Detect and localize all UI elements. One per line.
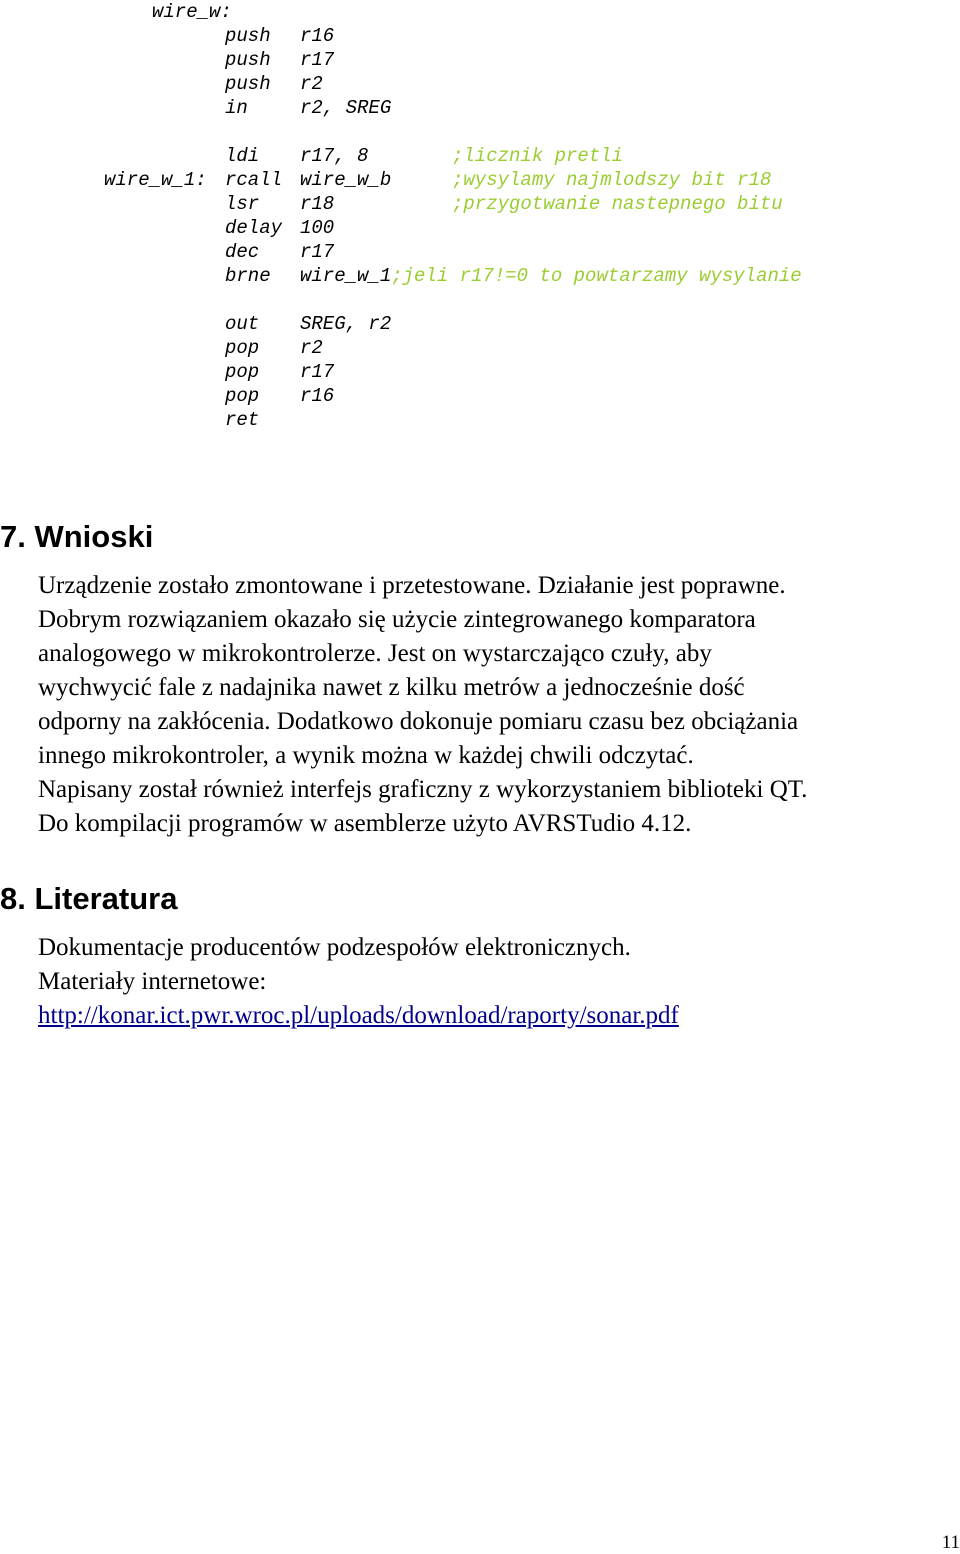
code-mnemonic: push	[225, 73, 271, 95]
code-operand: r2, SREG	[300, 97, 392, 119]
code-operand: wire_w_b	[300, 169, 392, 191]
code-operand-with-comment	[300, 264, 802, 288]
page-number: 11	[941, 1532, 960, 1553]
code-mnemonic: dec	[225, 241, 260, 263]
code-comment: ;jeli r17!=0 to powtarzamy wysylanie	[391, 265, 802, 287]
code-label-wire-w-1: wire_w_1:	[104, 169, 207, 191]
code-mnemonic: ret	[225, 409, 260, 431]
section-title-conclusions: 7. Wnioski	[0, 519, 154, 554]
code-mnemonic: ldi	[225, 145, 260, 167]
code-mnemonic: in	[225, 97, 248, 119]
paragraph-line: innego mikrokontroler, a wynik można w każdej chwili odczytać.	[38, 742, 694, 769]
code-mnemonic: pop	[225, 337, 260, 359]
code-comment: ;wysylamy najmlodszy bit r18	[452, 169, 772, 191]
code-mnemonic: out	[225, 313, 260, 335]
paragraph-line: wychwycić fale z nadajnika nawet z kilku metrów a jednocześnie dość	[38, 674, 745, 701]
paragraph-line: Napisany został również interfejs graficzny z wykorzystaniem biblioteki QT.	[38, 776, 808, 803]
code-operand: wire_w_1	[300, 265, 392, 287]
code-mnemonic: push	[225, 25, 271, 47]
code-operand: r18	[300, 193, 335, 215]
code-operand: SREG, r2	[300, 313, 392, 335]
code-mnemonic: delay	[225, 217, 283, 239]
code-operand: r2	[300, 337, 323, 359]
section-title-literature: 8. Literatura	[0, 881, 178, 916]
paragraph-line: Materiały internetowe:	[38, 968, 267, 995]
code-mnemonic: rcall	[225, 169, 283, 191]
code-mnemonic: push	[225, 49, 271, 71]
paragraph-line: Dokumentacje producentów podzespołów elektronicznych.	[38, 934, 631, 961]
paragraph-line: Urządzenie zostało zmontowane i przetestowane. Działanie jest poprawne.	[38, 572, 786, 599]
code-mnemonic: lsr	[225, 193, 260, 215]
code-operand: 100	[300, 217, 335, 239]
code-operand: r17	[300, 361, 335, 383]
code-comment: ;przygotwanie nastepnego bitu	[452, 193, 783, 215]
code-mnemonic: brne	[225, 265, 271, 287]
code-operand: r17	[300, 49, 335, 71]
literature-link[interactable]: http://konar.ict.pwr.wroc.pl/uploads/download/raporty/sonar.pdf	[38, 1002, 679, 1029]
code-mnemonic: pop	[225, 361, 260, 383]
paragraph-line: Do kompilacji programów w asemblerze użyto AVRSTudio 4.12.	[38, 810, 692, 837]
paragraph-line: analogowego w mikrokontrolerze. Jest on wystarczająco czuły, aby	[38, 640, 712, 667]
code-mnemonic: pop	[225, 385, 260, 407]
code-operand: r17, 8	[300, 145, 369, 167]
code-operand: r16	[300, 385, 335, 407]
code-operand: r16	[300, 25, 335, 47]
code-operand: r2	[300, 73, 323, 95]
code-operand: r17	[300, 241, 335, 263]
paragraph-line: Dobrym rozwiązaniem okazało się użycie zintegrowanego komparatora	[38, 606, 756, 633]
paragraph-line: odporny na zakłócenia. Dodatkowo dokonuje pomiaru czasu bez obciążania	[38, 708, 799, 735]
code-label-wire-w: wire_w:	[152, 1, 232, 23]
code-comment: ;licznik pretli	[452, 145, 624, 167]
